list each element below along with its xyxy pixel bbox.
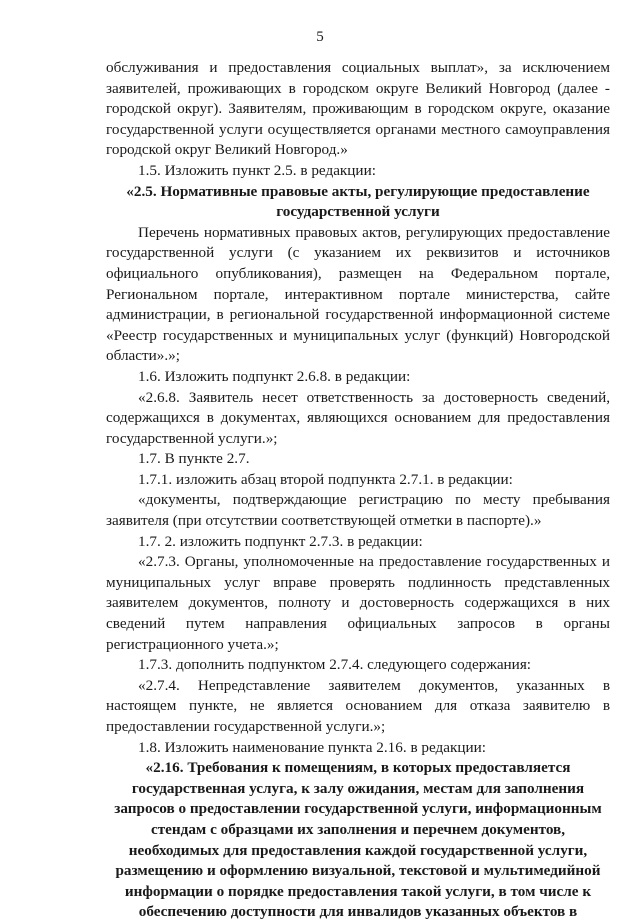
section-heading: «2.5. Нормативные правовые акты, регулирующие предоставление государственной услуги <box>126 182 590 221</box>
paragraph: «2.7.4. Непредставление заявителем документов, указанных в настоящем пункте, не является основанием для отказа заявителю в предоставлении государственной услуги.»; <box>106 676 610 735</box>
paragraph: «документы, подтверждающие регистрацию по месту пребывания заявителя (при отсутствии соответствующей отметки в паспорте).» <box>106 491 610 530</box>
paragraph: 1.6. Изложить подпункт 2.6.8. в редакции: <box>138 367 411 385</box>
page-number: 5 <box>316 29 324 45</box>
paragraph: 1.7.1. изложить абзац второй подпункта 2.7.1. в редакции: <box>138 470 513 488</box>
paragraph: обслуживания и предоставления социальных выплат», за исключением заявителей, проживающих в городском округе Великий Новгород (далее - городской округ). Заявителям, проживающим в городском округе, оказание государственной услуги осуществляется органами местного самоуправления городской округ Великий Новгород.» <box>106 59 610 159</box>
paragraph: 1.7. В пункте 2.7. <box>138 450 250 468</box>
paragraph: «2.6.8. Заявитель несет ответственность за достоверность сведений, содержащихся в документах, являющихся основанием для предоставления государственной услуги.»; <box>106 388 610 447</box>
paragraph: Перечень нормативных правовых актов, регулирующих предоставление государственной услуги (с указанием их реквизитов и источников официального опубликования), размещен на Федеральном портале, Региональном портале, интерактивном портале министерства, сайте администрации, в региональной государственной информационной системе «Реестр государственных и муниципальных услуг (функций) Новгородской области».»; <box>106 223 610 365</box>
paragraph: 1.8. Изложить наименование пункта 2.16. в редакции: <box>138 738 487 756</box>
document-body <box>106 58 610 923</box>
paragraph: 1.5. Изложить пункт 2.5. в редакции: <box>138 161 376 179</box>
section-heading: «2.16. Требования к помещениям, в которых предоставляется государственная услуга, к залу ожидания, местам для заполнения запросов о предоставлении государственной услуги, информационным стендам с образцами их заполнения и перечнем документов, необходимых для предоставления каждой государственной услуги, размещению и оформлению визуальной, текстовой и мультимедийной информации о порядке предоставления такой услуги, в том числе к обеспечению доступности для инвалидов указанных объектов в <box>114 759 602 921</box>
paragraph: «2.7.3. Органы, уполномоченные на предоставление государственных и муниципальных услуг вправе проверять подлинность представленных заявителем документов, полноту и достоверность содержащихся в них сведений путем направления официальных запросов в органы регистрационного учета.»; <box>106 553 610 653</box>
paragraph: 1.7.3. дополнить подпунктом 2.7.4. следующего содержания: <box>138 656 532 674</box>
paragraph: 1.7. 2. изложить подпункт 2.7.3. в редакции: <box>138 532 423 550</box>
